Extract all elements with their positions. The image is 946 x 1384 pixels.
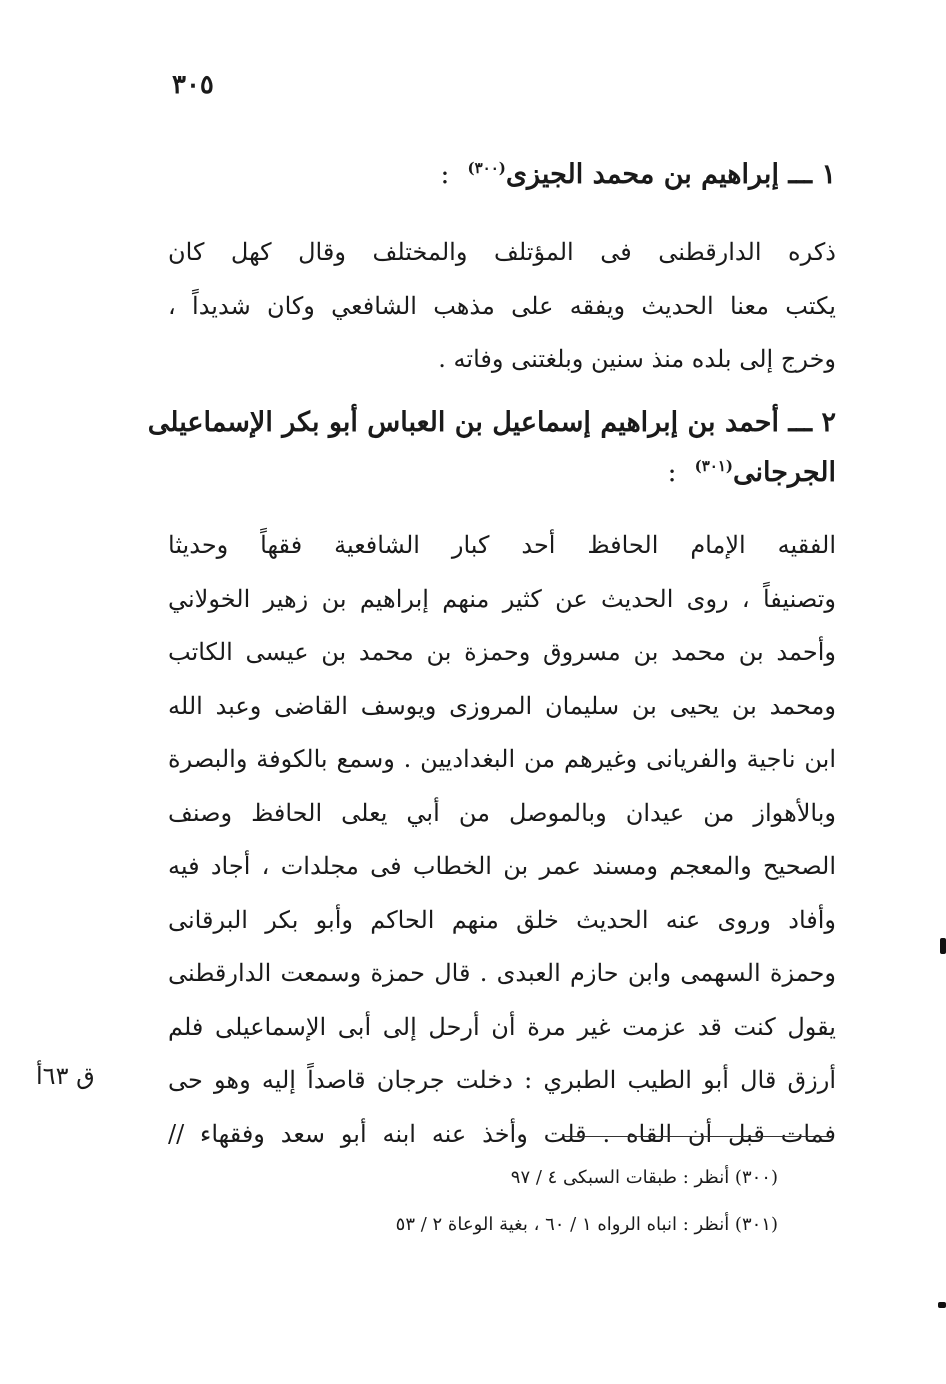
heading-colon: : <box>440 159 450 190</box>
footnote-separator <box>564 1136 830 1137</box>
paragraph-line: وحمزة السهمى وابن حازم العبدى . قال حمزة وسمعت الدارقطنى <box>168 959 836 987</box>
footnote-301: (٣٠١) أنظر : انباه الرواه ١ / ٦٠ ، بغية الوعاة ٢ / ٥٣ <box>395 1214 778 1235</box>
paragraph-line: وتصنيفاً ، روى الحديث عن كثير منهم إبراهيم بن زهير الخولاني <box>168 584 836 613</box>
paragraph-line: ذكره الدارقطنى فى المؤتلف والمختلف وقال كهل كان <box>168 238 836 266</box>
paragraph-line: الصحيح والمعجم ومسند عمر بن الخطاب فى مجلدات ، أجاد فيه <box>168 852 836 880</box>
footnote-ref-300: (٣٠٠) <box>467 159 506 177</box>
entry-1-title: ١ ـــ إبراهيم بن محمد الجيزى <box>505 159 836 190</box>
entry-2-heading <box>147 398 836 498</box>
paragraph-line: يقول كنت قد عزمت غير مرة أن أرحل إلى أبى الإسماعيلى فلم <box>168 1012 836 1041</box>
paragraph-line: ابن ناجية والفريانى وغيرهم من البغداديين . وسمع بالكوفة والبصرة <box>168 745 836 773</box>
paragraph-line: ومحمد بن يحيى بن سليمان المروزى ويوسف القاضى وعبد الله <box>168 691 836 720</box>
paragraph-line: الفقيه الإمام الحافظ أحد كبار الشافعية فقهاً وحديثا <box>168 531 836 559</box>
paragraph-line: وأحمد بن محمد بن مسروق وحمزة بن محمد بن عيسى الكاتب <box>168 638 836 666</box>
heading-colon: : <box>667 457 677 488</box>
entry-2-paragraph <box>168 519 836 1161</box>
paragraph-line: وبالأهواز من عيدان وبالموصل من أبي يعلى الحافظ وصنف <box>168 798 836 827</box>
entry-1-paragraph <box>168 226 836 387</box>
paragraph-line: أرزق قال أبو الطيب الطبري : دخلت جرجان قاصداً إليه وهو حى <box>168 1066 836 1094</box>
entry-2-title-line-2-text: الجرجانى <box>733 457 836 488</box>
paragraph-line: وخرج إلى بلده منذ سنين وبلغتنى وفاته . <box>438 345 836 373</box>
paragraph-line: يكتب معنا الحديث ويفقه على مذهب الشافعي وكان شديداً ، <box>168 291 836 320</box>
footnote-300: (٣٠٠) أنظر : طبقات السبكى ٤ / ٩٧ <box>510 1167 778 1188</box>
paragraph-line: فمات قبل أن القاه . قلت وأخذ عنه ابنه أبو سعد وفقهاء // <box>168 1119 836 1148</box>
entry-2-title-line-2 <box>168 448 836 498</box>
scan-edge-mark <box>938 1302 946 1308</box>
entry-1-heading <box>136 150 836 200</box>
scan-edge-mark <box>940 938 946 954</box>
manuscript-folio-note: ق ٦٣أ <box>36 1062 95 1090</box>
footnote-ref-301: (٣٠١) <box>694 457 733 475</box>
entry-2-title-line-1: ٢ ـــ أحمد بن إبراهيم إسماعيل بن العباس أبو بكر الإسماعيلى <box>147 407 836 438</box>
page-number: ٣٠٥ <box>172 70 214 100</box>
paragraph-line: وأفاد وروى عنه الحديث خلق منهم الحاكم وأبو بكر البرقانى <box>168 905 836 934</box>
